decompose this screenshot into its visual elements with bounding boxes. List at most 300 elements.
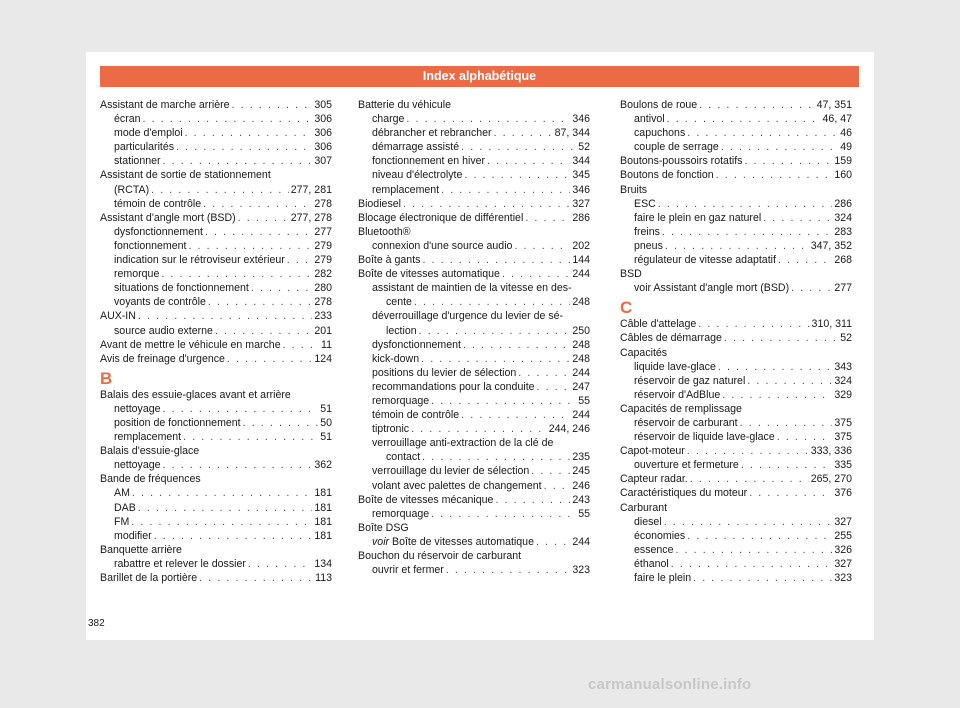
index-term: Bruits xyxy=(620,183,648,196)
page-reference: 375 xyxy=(834,416,852,429)
leader-dots xyxy=(722,388,832,402)
page-reference: 329 xyxy=(834,388,852,401)
index-term: fonctionnement xyxy=(114,239,187,252)
index-entry xyxy=(620,98,852,112)
index-term: Boutons-poussoirs rotatifs xyxy=(620,155,743,168)
index-entry xyxy=(358,183,590,197)
index-term: niveau d'électrolyte xyxy=(372,169,463,182)
page-reference: 307 xyxy=(314,155,332,168)
index-term: régulateur de vitesse adaptatif xyxy=(634,254,776,267)
index-term: FM xyxy=(114,515,130,528)
index-term: nettoyage xyxy=(114,402,161,415)
page-reference: 279 xyxy=(314,239,332,252)
index-term: remplacement xyxy=(372,183,440,196)
leader-dots xyxy=(143,112,313,126)
index-entry xyxy=(358,507,590,521)
page-reference: 282 xyxy=(314,268,332,281)
index-entry xyxy=(358,154,590,168)
index-column-3 xyxy=(620,98,852,585)
index-term: Balais des essuie-glaces avant et arrière xyxy=(100,388,291,401)
index-term-text: Boîte de vitesses automatique xyxy=(392,535,534,548)
page-reference: 159 xyxy=(834,155,852,168)
index-term: Avis de freinage d'urgence xyxy=(100,352,225,365)
index-term: fonctionnement en hiver xyxy=(372,155,486,168)
index-entry xyxy=(620,331,852,345)
index-term: Capacités de remplissage xyxy=(620,402,742,415)
index-entry xyxy=(620,154,852,168)
index-entry-heading xyxy=(100,472,332,486)
index-term: AM xyxy=(114,487,130,500)
page-reference: 346 xyxy=(572,113,590,126)
leader-dots xyxy=(749,486,832,500)
leader-dots xyxy=(154,529,313,543)
page-reference: 201 xyxy=(314,324,332,337)
index-entry xyxy=(358,211,590,225)
index-term: situations de fonctionnement xyxy=(114,282,249,295)
page-reference: 250 xyxy=(572,324,590,337)
page-reference: 255 xyxy=(834,529,852,542)
index-entry-heading xyxy=(100,388,332,402)
index-entry xyxy=(358,112,590,126)
page-reference: 244 xyxy=(572,366,590,379)
page-reference: 181 xyxy=(314,529,332,542)
index-term: Capacités xyxy=(620,346,668,359)
index-term: Banquette arrière xyxy=(100,543,182,556)
page-reference: 286 xyxy=(834,197,852,210)
leader-dots xyxy=(675,543,832,557)
leader-dots xyxy=(525,211,570,225)
page-reference: 144 xyxy=(572,254,590,267)
index-term: lection xyxy=(386,324,417,337)
page-reference: 49 xyxy=(840,141,852,154)
page-reference: 347, 352 xyxy=(810,239,852,252)
index-entry xyxy=(358,352,590,366)
index-entry-heading xyxy=(358,309,590,323)
leader-dots xyxy=(687,529,832,543)
index-entry-heading xyxy=(358,549,590,563)
index-term: particularités xyxy=(114,141,175,154)
leader-dots xyxy=(431,507,576,521)
leader-dots xyxy=(411,422,547,436)
page-reference: 277 xyxy=(834,282,852,295)
index-entry xyxy=(100,98,332,112)
index-entry xyxy=(620,444,852,458)
index-entry xyxy=(620,557,852,571)
index-letter-heading: C xyxy=(620,298,633,318)
index-entry xyxy=(620,253,852,267)
index-term: nettoyage xyxy=(114,459,161,472)
leader-dots xyxy=(741,458,833,472)
page-reference: 324 xyxy=(834,211,852,224)
index-entry xyxy=(100,211,332,225)
page-reference: 243 xyxy=(572,493,590,506)
page-reference: 335 xyxy=(834,459,852,472)
index-term: Assistant de sortie de stationnement xyxy=(100,169,271,182)
page-reference: 333, 336 xyxy=(810,445,852,458)
index-term: Avant de mettre le véhicule en marche xyxy=(100,338,281,351)
index-column-1 xyxy=(100,98,332,585)
leader-dots xyxy=(665,239,809,253)
index-entry xyxy=(100,458,332,472)
page-reference: 233 xyxy=(314,310,332,323)
index-term: connexion d'une source audio xyxy=(372,239,513,252)
page-reference: 306 xyxy=(314,127,332,140)
index-entry xyxy=(100,430,332,444)
index-entry xyxy=(100,126,332,140)
index-entry xyxy=(620,281,852,295)
index-term: recommandations pour la conduite xyxy=(372,380,535,393)
leader-dots xyxy=(778,253,832,267)
page-reference: 181 xyxy=(314,515,332,528)
page-reference: 55 xyxy=(578,507,590,520)
index-entry xyxy=(100,529,332,543)
index-term: économies xyxy=(634,529,686,542)
page-reference: 277, 278 xyxy=(290,211,332,224)
index-term: Assistant d'angle mort (BSD) xyxy=(100,211,236,224)
page-reference: 247 xyxy=(572,380,590,393)
page-reference: 277, 281 xyxy=(290,183,332,196)
index-entry-heading xyxy=(358,521,590,535)
index-entry-heading xyxy=(358,98,590,112)
index-entry xyxy=(100,239,332,253)
leader-dots xyxy=(690,472,809,486)
index-term: Boîte de vitesses automatique xyxy=(358,268,500,281)
index-entry xyxy=(358,239,590,253)
index-entry xyxy=(358,563,590,577)
index-entry xyxy=(100,197,332,211)
index-term: réservoir de gaz naturel xyxy=(634,374,746,387)
page-reference: 46, 47 xyxy=(822,113,852,126)
leader-dots xyxy=(248,557,312,571)
index-term: source audio externe xyxy=(114,324,213,337)
index-entry xyxy=(358,535,590,549)
page-reference: 327 xyxy=(834,557,852,570)
index-term: débrancher et rebrancher xyxy=(372,127,492,140)
leader-dots xyxy=(203,197,312,211)
leader-dots xyxy=(463,338,570,352)
leader-dots xyxy=(698,317,809,331)
index-entry xyxy=(620,472,852,486)
leader-dots xyxy=(699,98,814,112)
leader-dots xyxy=(138,501,313,515)
page-reference: 376 xyxy=(834,487,852,500)
page-reference: 181 xyxy=(314,487,332,500)
index-term: voyants de contrôle xyxy=(114,296,206,309)
index-term: Boîte de vitesses mécanique xyxy=(358,493,494,506)
index-entry-heading xyxy=(620,402,852,416)
index-entry xyxy=(620,197,852,211)
leader-dots xyxy=(208,295,312,309)
index-term: Assistant de marche arrière xyxy=(100,99,230,111)
page-reference: 245 xyxy=(572,465,590,478)
page-reference: 11 xyxy=(321,338,332,351)
page-reference: 324 xyxy=(834,374,852,387)
leader-dots xyxy=(487,154,570,168)
page-reference: 327 xyxy=(572,197,590,210)
index-entry-heading xyxy=(620,501,852,515)
index-entry xyxy=(358,295,590,309)
leader-dots xyxy=(687,444,809,458)
page-reference: 51 xyxy=(320,431,332,444)
page-reference: 244 xyxy=(572,535,590,548)
index-entry xyxy=(358,479,590,493)
index-term: antivol xyxy=(634,113,665,126)
leader-dots xyxy=(403,197,570,211)
page-reference: 305 xyxy=(314,99,332,111)
index-term: faire le plein xyxy=(634,572,692,584)
index-entry xyxy=(100,557,332,571)
index-term: Boulons de roue xyxy=(620,99,698,111)
leader-dots xyxy=(791,281,832,295)
index-entry xyxy=(358,450,590,464)
leader-dots xyxy=(421,352,570,366)
page-reference: 323 xyxy=(834,572,852,584)
page-reference: 244 xyxy=(572,268,590,281)
page-reference: 346 xyxy=(572,183,590,196)
leader-dots xyxy=(531,464,570,478)
page-title: Index alphabétique xyxy=(100,66,859,87)
page-reference: 248 xyxy=(572,352,590,365)
page-reference: 278 xyxy=(314,197,332,210)
index-term: verrouillage du levier de sélection xyxy=(372,465,530,478)
page-reference: 268 xyxy=(834,254,852,267)
page-reference: 113 xyxy=(315,572,332,584)
index-term: (RCTA) xyxy=(114,183,150,196)
index-entry xyxy=(620,543,852,557)
leader-dots xyxy=(227,352,312,366)
index-term: Boîte DSG xyxy=(358,521,409,534)
index-term: Bluetooth® xyxy=(358,225,411,238)
page-reference: 265, 270 xyxy=(810,473,852,486)
leader-dots xyxy=(763,211,832,225)
leader-dots xyxy=(131,515,312,529)
index-entry xyxy=(358,168,590,182)
page-reference: 326 xyxy=(834,543,852,556)
leader-dots xyxy=(251,281,312,295)
index-term: Balais d'essuie-glace xyxy=(100,445,200,458)
index-term: Biodiesel xyxy=(358,197,401,210)
leader-dots xyxy=(461,140,576,154)
index-entry xyxy=(358,253,590,267)
page-reference: 87, 344 xyxy=(554,127,590,140)
index-term: déverrouillage d'urgence du levier de sé- xyxy=(372,310,564,323)
index-term: Bouchon du réservoir de carburant xyxy=(358,550,522,562)
index-entry xyxy=(620,360,852,374)
index-letter-heading: B xyxy=(100,368,113,388)
leader-dots xyxy=(494,126,553,140)
page-reference: 55 xyxy=(578,394,590,407)
index-entry xyxy=(620,126,852,140)
leader-dots xyxy=(777,430,833,444)
leader-dots xyxy=(422,253,570,267)
index-term: écran xyxy=(114,113,141,126)
index-term: dysfonctionnement xyxy=(114,225,203,238)
page-reference: 248 xyxy=(572,296,590,309)
index-entry xyxy=(358,197,590,211)
index-term: cente xyxy=(386,296,412,309)
index-term: Barillet de la portière xyxy=(100,572,198,584)
index-term: diesel xyxy=(634,515,662,528)
page-reference: 323 xyxy=(572,564,590,577)
leader-dots xyxy=(716,168,833,182)
leader-dots xyxy=(724,331,838,345)
index-term: contact xyxy=(386,451,421,464)
index-term: verrouillage anti-extraction de la clé de xyxy=(372,437,554,450)
page-reference: 134 xyxy=(314,557,332,570)
index-entry xyxy=(100,416,332,430)
index-term: voir Assistant d'angle mort (BSD) xyxy=(634,282,790,295)
leader-dots xyxy=(163,402,319,416)
page-reference: 278 xyxy=(314,296,332,309)
index-term xyxy=(372,535,534,549)
leader-dots xyxy=(671,557,833,571)
leader-dots xyxy=(138,309,312,323)
index-entry xyxy=(100,352,332,366)
index-term: stationner xyxy=(114,155,161,168)
page-reference: 277 xyxy=(314,225,332,238)
page-reference: 327 xyxy=(834,515,852,528)
page-reference: 375 xyxy=(834,431,852,444)
page-reference: 306 xyxy=(314,141,332,154)
index-entry xyxy=(100,309,332,323)
index-entry xyxy=(100,486,332,500)
page-reference: 345 xyxy=(572,169,590,182)
leader-dots xyxy=(287,253,313,267)
page-number: 382 xyxy=(88,618,105,629)
leader-dots xyxy=(243,416,319,430)
leader-dots xyxy=(185,126,313,140)
index-term: remorquage xyxy=(372,507,430,520)
index-term: démarrage assisté xyxy=(372,141,460,154)
index-term: Carburant xyxy=(620,501,668,514)
index-entry xyxy=(620,239,852,253)
index-entry-heading xyxy=(100,444,332,458)
index-term: Câble d'attelage xyxy=(620,318,697,331)
page-reference: 344 xyxy=(572,155,590,168)
index-term: ouvrir et fermer xyxy=(372,564,444,577)
index-term: ESC xyxy=(634,197,656,210)
index-term: Boutons de fonction xyxy=(620,169,714,182)
leader-dots xyxy=(161,267,312,281)
page-reference: 181 xyxy=(314,501,332,514)
index-entry xyxy=(100,225,332,239)
page-reference: 46 xyxy=(840,127,852,140)
index-entry xyxy=(358,140,590,154)
index-term: Capot-moteur xyxy=(620,445,685,458)
page-reference: 279 xyxy=(314,254,332,267)
index-term: Caractéristiques du moteur xyxy=(620,487,748,500)
index-term: volant avec palettes de changement xyxy=(372,479,542,492)
page-reference: 47, 351 xyxy=(816,99,852,111)
page-reference: 343 xyxy=(834,360,852,373)
index-entry-heading xyxy=(100,168,332,182)
index-term: remplacement xyxy=(114,431,182,444)
index-term: Capteur radar. xyxy=(620,473,688,486)
index-column-2 xyxy=(358,98,590,577)
leader-dots xyxy=(514,239,570,253)
leader-dots xyxy=(188,239,312,253)
leader-dots xyxy=(132,486,312,500)
index-entry xyxy=(620,571,852,585)
index-entry xyxy=(358,267,590,281)
page-reference: 362 xyxy=(314,459,332,472)
page-reference: 124 xyxy=(314,352,332,365)
index-entry xyxy=(620,112,852,126)
leader-dots xyxy=(419,324,571,338)
leader-dots xyxy=(747,374,832,388)
leader-dots xyxy=(537,380,571,394)
page-reference: 286 xyxy=(572,211,590,224)
leader-dots xyxy=(441,183,570,197)
leader-dots xyxy=(662,225,832,239)
index-entry xyxy=(100,515,332,529)
index-term: assistant de maintien de la vitesse en des- xyxy=(372,282,572,295)
leader-dots xyxy=(664,515,833,529)
leader-dots xyxy=(215,324,312,338)
page-reference: 306 xyxy=(314,113,332,126)
index-entry xyxy=(358,126,590,140)
index-entry xyxy=(358,380,590,394)
index-term: réservoir de liquide lave-glace xyxy=(634,431,775,444)
leader-dots xyxy=(687,126,838,140)
leader-dots xyxy=(658,197,833,211)
page-reference: 202 xyxy=(572,239,590,252)
leader-dots xyxy=(151,183,289,197)
leader-dots xyxy=(199,571,313,585)
index-term: éthanol xyxy=(634,557,669,570)
index-entry xyxy=(100,338,332,352)
page-reference: 244 xyxy=(572,409,590,422)
index-term: remorquage xyxy=(372,394,430,407)
leader-dots xyxy=(431,394,576,408)
index-term: positions du levier de sélection xyxy=(372,366,517,379)
index-entry xyxy=(620,430,852,444)
index-entry xyxy=(620,416,852,430)
index-term: remorque xyxy=(114,268,160,281)
index-entry xyxy=(100,253,332,267)
index-term: kick-down xyxy=(372,352,420,365)
leader-dots xyxy=(721,140,838,154)
leader-dots xyxy=(414,295,570,309)
index-entry xyxy=(100,324,332,338)
index-entry xyxy=(100,501,332,515)
leader-dots xyxy=(232,98,313,112)
index-term: freins xyxy=(634,225,660,238)
index-term: témoin de contrôle xyxy=(114,197,202,210)
index-entry xyxy=(358,464,590,478)
page-reference: 280 xyxy=(314,282,332,295)
index-term: Blocage électronique de différentiel xyxy=(358,211,524,224)
leader-dots xyxy=(495,493,570,507)
page-reference: 52 xyxy=(840,332,852,345)
index-entry xyxy=(620,211,852,225)
index-entry xyxy=(100,571,332,585)
index-entry xyxy=(620,317,852,331)
index-term: dysfonctionnement xyxy=(372,338,461,351)
page-reference: 244, 246 xyxy=(548,423,590,436)
index-entry xyxy=(620,374,852,388)
leader-dots xyxy=(446,563,570,577)
index-term: BSD xyxy=(620,268,642,281)
index-entry xyxy=(358,422,590,436)
index-entry-heading xyxy=(620,267,852,281)
index-term: AUX-IN xyxy=(100,310,136,323)
index-entry xyxy=(620,458,852,472)
page-reference: 51 xyxy=(320,402,332,415)
leader-dots xyxy=(502,267,570,281)
index-term: pneus xyxy=(634,239,663,252)
index-entry-heading xyxy=(358,225,590,239)
